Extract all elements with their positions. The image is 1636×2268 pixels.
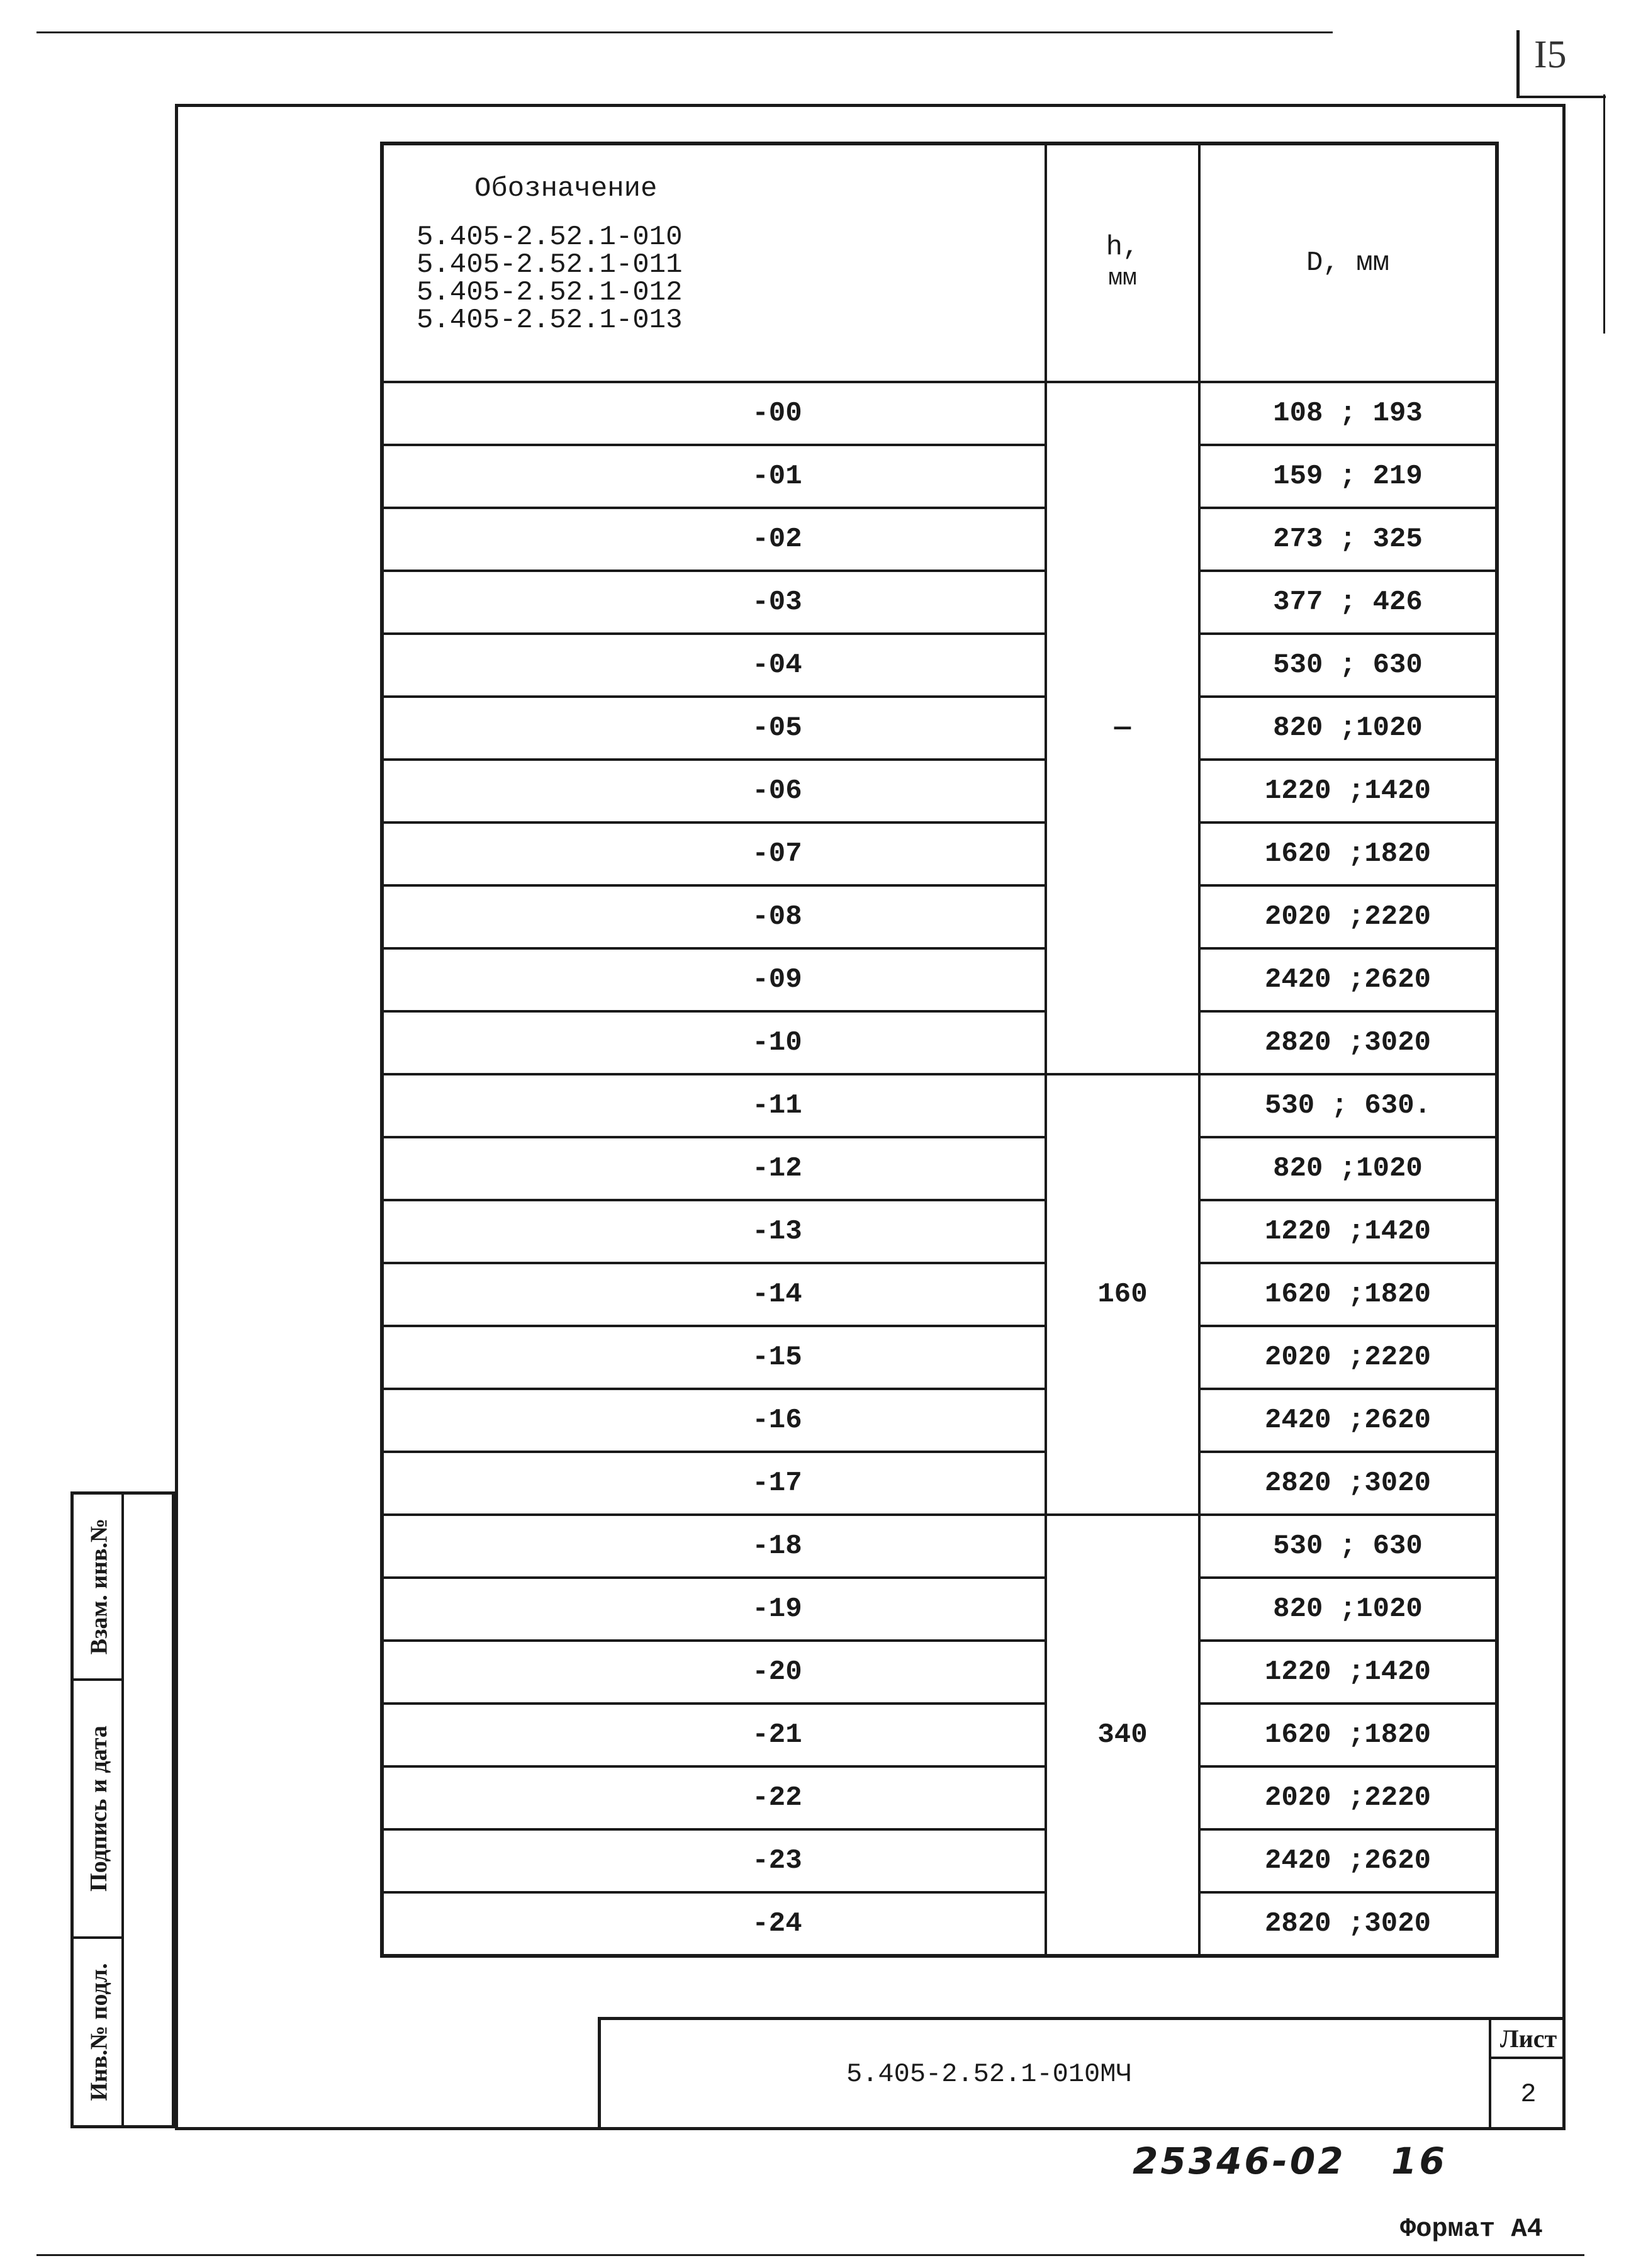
row-d-values: 2820 ;3020 [1199, 1892, 1497, 1956]
row-code: -14 [382, 1263, 1046, 1326]
table-row [382, 1452, 1497, 1515]
row-code: -05 [382, 697, 1046, 760]
h-unit: мм [1108, 265, 1137, 292]
handwritten-note: 25346-02 16 [1133, 2140, 1447, 2182]
h-value: 340 [1046, 1515, 1199, 1956]
page-number-divider [1516, 30, 1520, 98]
designation-code: 5.405-2.52.1-013 [417, 305, 683, 336]
table-row [382, 760, 1497, 822]
row-code: -02 [382, 508, 1046, 571]
row-d-values: 1220 ;1420 [1199, 760, 1497, 822]
h-value: 160 [1046, 1074, 1199, 1515]
row-d-values: 530 ; 630. [1199, 1074, 1497, 1137]
table-row [382, 1389, 1497, 1452]
row-code: -01 [382, 445, 1046, 508]
designation-code: 5.405-2.52.1-010 [417, 222, 683, 253]
row-code: -00 [382, 382, 1046, 445]
row-d-values: 2020 ;2220 [1199, 1326, 1497, 1389]
row-d-values: 2420 ;2620 [1199, 1389, 1497, 1452]
row-code: -03 [382, 571, 1046, 634]
row-code: -16 [382, 1389, 1046, 1452]
row-code: -08 [382, 885, 1046, 948]
row-code: -12 [382, 1137, 1046, 1200]
bottom-rule [36, 2254, 1584, 2256]
table-row [382, 1515, 1497, 1578]
page-number: I5 [1534, 33, 1567, 76]
row-d-values: 273 ; 325 [1199, 508, 1497, 571]
row-d-values: 1620 ;1820 [1199, 1704, 1497, 1766]
table-row [382, 822, 1497, 885]
table-row [382, 571, 1497, 634]
table-row [382, 948, 1497, 1011]
row-d-values: 1620 ;1820 [1199, 1263, 1497, 1326]
table-row [382, 1704, 1497, 1766]
row-d-values: 2820 ;3020 [1199, 1011, 1497, 1074]
row-code: -18 [382, 1515, 1046, 1578]
row-d-values: 2420 ;2620 [1199, 1829, 1497, 1892]
document-code: 5.405-2.52.1-010МЧ [846, 2059, 1132, 2089]
row-d-values: 2020 ;2220 [1199, 1766, 1497, 1829]
row-code: -11 [382, 1074, 1046, 1137]
table-row [382, 1200, 1497, 1263]
designation-header [382, 143, 1046, 382]
row-code: -22 [382, 1766, 1046, 1829]
table-row [382, 697, 1497, 760]
table-row [382, 1829, 1497, 1892]
designation-code: 5.405-2.52.1-012 [417, 277, 683, 308]
table-row [382, 1578, 1497, 1641]
sheet-box [1489, 2020, 1566, 2130]
row-d-values: 2820 ;3020 [1199, 1452, 1497, 1515]
row-code: -19 [382, 1578, 1046, 1641]
table-row [382, 508, 1497, 571]
row-code: -09 [382, 948, 1046, 1011]
row-code: -17 [382, 1452, 1046, 1515]
top-rule [36, 31, 1333, 33]
stamp-column-divider [74, 1495, 124, 2125]
sheet-label: Лист [1491, 2020, 1566, 2059]
stamp-signature-date: Подпись и дата [74, 1681, 124, 1939]
table-row [382, 634, 1497, 697]
row-d-values: 820 ;1020 [1199, 697, 1497, 760]
designation-code: 5.405-2.52.1-011 [417, 249, 683, 281]
title-block [598, 2017, 1566, 2130]
table-row [382, 1766, 1497, 1829]
table-row [382, 445, 1497, 508]
row-code: -04 [382, 634, 1046, 697]
designation-codes [417, 223, 1045, 334]
row-code: -10 [382, 1011, 1046, 1074]
row-d-values: 108 ; 193 [1199, 382, 1497, 445]
row-d-values: 820 ;1020 [1199, 1578, 1497, 1641]
row-d-values: 1220 ;1420 [1199, 1200, 1497, 1263]
d-header [1199, 143, 1497, 382]
h-label: h, [1106, 232, 1140, 263]
stamp-original-inv: Инв.№ подл. [86, 1963, 113, 2101]
binding-stamp [70, 1491, 175, 2128]
row-code: -24 [382, 1892, 1046, 1956]
row-d-values: 377 ; 426 [1199, 571, 1497, 634]
right-edge-mark [1603, 94, 1605, 334]
format-label: Формат А4 [1400, 2214, 1543, 2244]
row-code: -06 [382, 760, 1046, 822]
row-d-values: 1220 ;1420 [1199, 1641, 1497, 1704]
table-row [382, 1011, 1497, 1074]
h-value: — [1046, 382, 1199, 1074]
row-d-values: 2020 ;2220 [1199, 885, 1497, 948]
row-d-values: 1620 ;1820 [1199, 822, 1497, 885]
stamp-replaced-inv: Взам. инв.№ [74, 1495, 124, 1681]
row-code: -07 [382, 822, 1046, 885]
designation-title: Обозначение [474, 173, 658, 205]
row-d-values: 530 ; 630 [1199, 1515, 1497, 1578]
row-code: -23 [382, 1829, 1046, 1892]
h-header [1046, 143, 1199, 382]
table-row [382, 1074, 1497, 1137]
row-d-values: 159 ; 219 [1199, 445, 1497, 508]
specification-table [380, 142, 1499, 1958]
row-code: -21 [382, 1704, 1046, 1766]
d-label: D, мм [1306, 247, 1390, 279]
table-row [382, 1326, 1497, 1389]
row-d-values: 2420 ;2620 [1199, 948, 1497, 1011]
row-d-values: 820 ;1020 [1199, 1137, 1497, 1200]
table-row [382, 1263, 1497, 1326]
table-body [382, 382, 1497, 1956]
table-row [382, 1892, 1497, 1956]
table-row [382, 885, 1497, 948]
row-code: -15 [382, 1326, 1046, 1389]
row-code: -13 [382, 1200, 1046, 1263]
table-header-row [382, 143, 1497, 382]
table-row [382, 382, 1497, 445]
row-code: -20 [382, 1641, 1046, 1704]
table-row [382, 1641, 1497, 1704]
table-row [382, 1137, 1497, 1200]
page-number-underline [1516, 96, 1606, 98]
sheet-number: 2 [1520, 2079, 1537, 2109]
row-d-values: 530 ; 630 [1199, 634, 1497, 697]
